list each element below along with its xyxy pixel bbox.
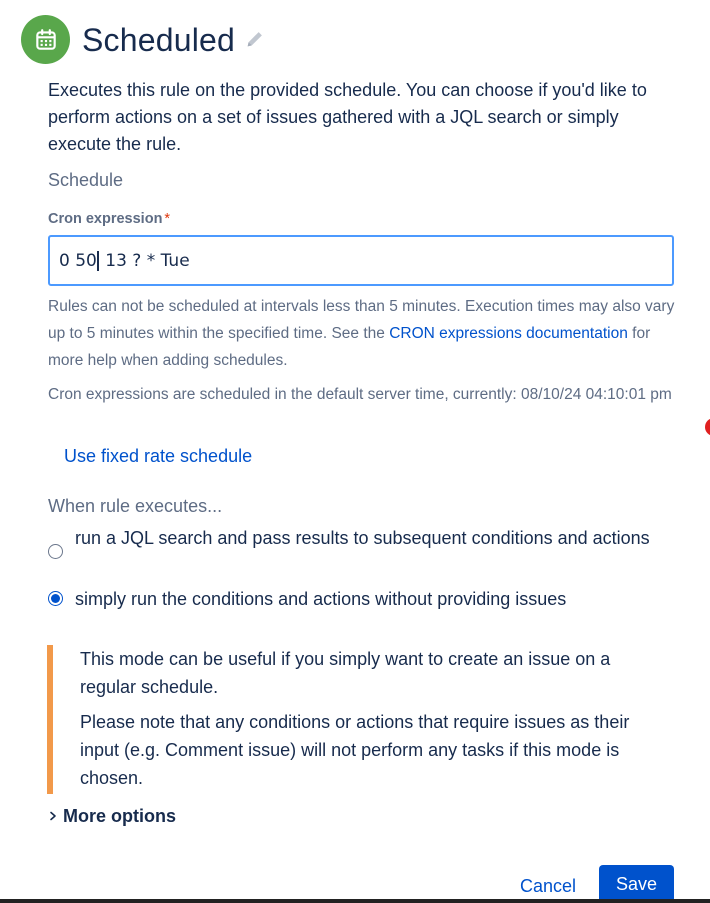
more-options-label: More options <box>63 806 176 826</box>
info-paragraph-1: This mode can be useful if you simply want to create an issue on a regular schedule. <box>80 649 611 697</box>
use-fixed-rate-schedule-link[interactable]: Use fixed rate schedule <box>64 446 253 466</box>
cron-value-after-cursor: 13 ? * Tue <box>99 250 190 271</box>
radio-simply-run-label[interactable]: simply run the conditions and actions without providing issues <box>75 589 567 609</box>
radio-jql-search-label[interactable]: run a JQL search and pass results to subsequent conditions and actions <box>75 528 650 548</box>
info-paragraph-2: Please note that any conditions or actions that require issues as their input (e.g. Comment issue) will not perform any tasks if this mode is chosen. <box>80 712 630 788</box>
more-options-toggle[interactable] <box>47 803 176 829</box>
radio-jql-search[interactable] <box>48 544 63 559</box>
required-marker: * <box>164 211 171 227</box>
cron-docs-link[interactable]: CRON expressions documentation <box>389 325 628 342</box>
calendar-icon <box>33 27 59 53</box>
help-text-suffix: for more help when adding schedules. <box>48 325 651 369</box>
server-time-note: Cron expressions are scheduled in the default server time, currently: 08/10/24 04:10:01 pm <box>48 386 672 403</box>
schedule-section-label: Schedule <box>48 170 124 190</box>
cron-help-text <box>48 293 678 374</box>
notification-badge[interactable] <box>705 418 710 436</box>
when-rule-executes-label: When rule executes... <box>48 496 223 516</box>
cancel-button[interactable]: Cancel <box>519 875 577 896</box>
chevron-right-icon <box>47 810 59 822</box>
trigger-description: Executes this rule on the provided schedule. You can choose if you'd like to perform actions on a set of issues gathered with a JQL search or simply execute the rule. <box>48 80 647 154</box>
pencil-icon[interactable] <box>244 28 266 50</box>
cron-value-before-cursor: 0 50 <box>59 250 97 271</box>
window-bottom-edge <box>0 899 710 903</box>
cron-expression-label <box>48 209 170 229</box>
info-panel-accent <box>47 645 53 794</box>
trigger-calendar-icon <box>21 15 70 64</box>
save-button[interactable]: Save <box>599 865 674 903</box>
cron-label-text: Cron expression <box>48 211 163 227</box>
radio-simply-run[interactable] <box>48 591 63 606</box>
page-title: Scheduled <box>82 22 236 58</box>
help-text-prefix: Rules can not be scheduled at intervals less than 5 minutes. Execution times may also vary up to 5 minutes within the specified time. See the <box>48 298 675 342</box>
cron-expression-input[interactable] <box>48 235 674 286</box>
cron-input-value[interactable] <box>50 251 190 271</box>
